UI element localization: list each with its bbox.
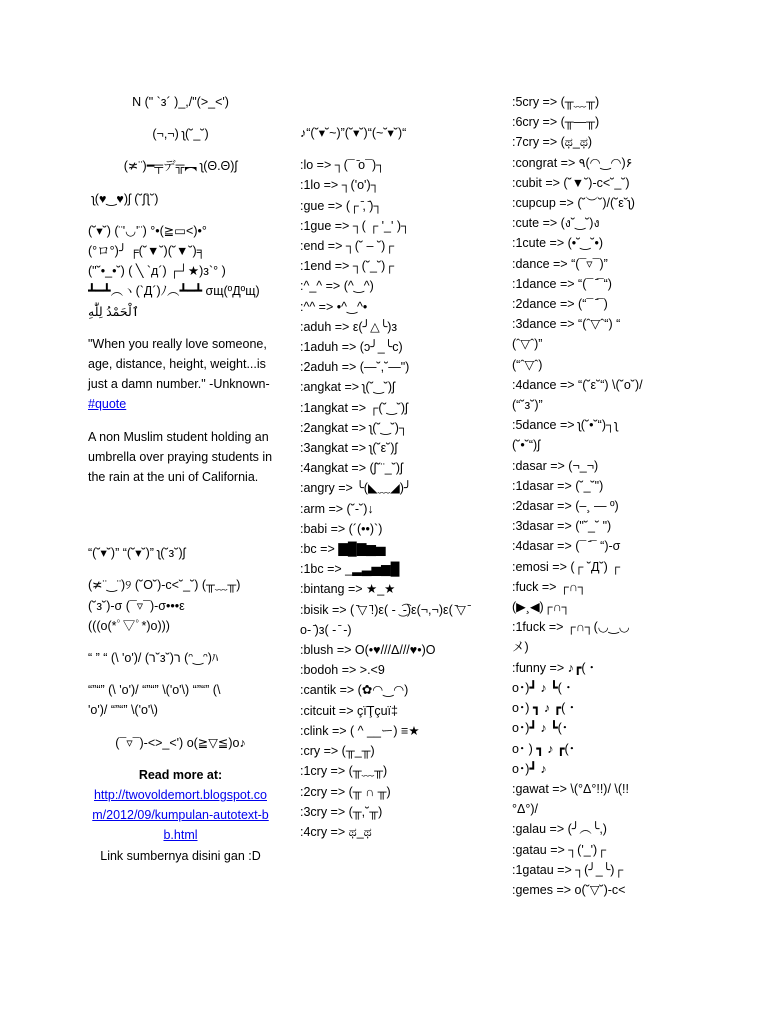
autotext-item: :1cute => (•˘‿˘•) <box>512 236 604 251</box>
autotext-list <box>512 92 762 900</box>
autotext-item: :cubit => (˘▼˘)-c<˘_˘) <box>512 175 630 190</box>
autotext-item: :dasar => (¬_¬) <box>512 458 599 473</box>
emoticon-line: (≭¨‿¨)୨ (˘O˘)-c<˘_˘) (╥﹏╥) <box>88 578 241 593</box>
autotext-item: :2cry => (╥ ∩ ╥) <box>300 784 391 799</box>
autotext-item: :3dasar => ("˘_˘ ") <box>512 519 612 534</box>
emoticon-line: “”“” (\ 'o')/ “”“” \('o'\) “”“” (\ <box>88 683 221 698</box>
emoticon-line: ("˘•_•˘) ( ╲ `д´) ┌┘★)з`° ) <box>88 264 226 279</box>
autotext-item: :3angkat => ʅ(˘ε˘)ʃ <box>300 441 398 456</box>
autotext-item: :blush => O(•♥///Δ///♥•)O <box>300 643 436 658</box>
quote-text: "When you really love someone, age, distance, height, weight...is just a damn number." -Unknown- <box>88 336 270 392</box>
autotext-item: :emosi => (┌ ˘Д˘) ┌ <box>512 559 621 574</box>
autotext-item: (“˘з˘)” <box>512 398 543 413</box>
autotext-item: :end => ┐(˘ – ˘)┌ <box>300 239 395 254</box>
autotext-item: :1fuck => ┌∩┐(◡‿◡ <box>512 620 630 635</box>
emoticon-line: (((o(*ﾟ▽ﾟ*)o))) <box>88 618 170 633</box>
autotext-item: :angkat => ʅ(˘‿˘)ʃ <box>300 380 395 395</box>
autotext-item: :1end => ┐(˘_˘)┌ <box>300 259 395 274</box>
emoticon-block-bottom <box>88 543 273 753</box>
autotext-item: :4angkat => (ʃ˘¨_˘)ʃ <box>300 461 403 476</box>
autotext-item: :1bc => _▂▃▅▆█ <box>300 562 400 577</box>
emoticon-line: “(˘▾˘)” “(˘▾˘)” ʅ(˘з˘)ʃ <box>88 546 186 561</box>
emoticon-line: N (" `з´ )_,/"(>_<') <box>132 95 229 109</box>
autotext-item: :4cry => ಥ_ಥ <box>300 824 372 839</box>
emoticon-line: (˘з˘)-σ (¯▿¯)-σ•••ε <box>88 598 185 613</box>
autotext-item: :2aduh => (—˘,˘—") <box>300 360 410 375</box>
autotext-item: :^^ => •^‿^• <box>300 299 368 314</box>
emoticon-line: ٱلْحَمْدُ لِلَّٰهِ <box>88 304 140 319</box>
autotext-item: :aduh => ε(╯△╰)з <box>300 319 398 334</box>
emoticon-line: (≭¨)━╤デ╦︻ ʅ(Θ.Θ)ʃ <box>123 159 238 174</box>
autotext-item: :bodoh => >.<9 <box>300 663 385 678</box>
autotext-item: :funny => ♪┏(・ <box>512 660 599 675</box>
autotext-item: :gawat => \(°Δ°!!)/ \(!! <box>512 781 629 796</box>
autotext-item: :bintang => ★_★ <box>300 582 396 597</box>
autotext-item: o･) ┓ ♪ ┏( ･ <box>512 701 575 716</box>
emoticon-line: (¯▿¯)-<>_<') o(≧▽≦)o♪ <box>115 735 246 750</box>
read-more-link[interactable]: http://twovoldemort.blogspot.com/2012/09/kumpulan-autotext-bb.html <box>92 788 269 843</box>
caption-text: A non Muslim student holding an umbrella over praying students in the rain at the uni of California. <box>88 429 273 485</box>
autotext-item: :galau => (╯︵╰,) <box>512 822 607 837</box>
middle-column <box>300 123 500 842</box>
left-column <box>88 0 273 866</box>
autotext-item: :1angkat => ┌(˘‿˘)ʃ <box>300 400 408 415</box>
autotext-item: :1gue => ┐( ┌ '_' )┐ <box>300 218 410 233</box>
autotext-item: :babi => (´(••)`) <box>300 521 383 536</box>
quote-paragraph <box>88 334 273 415</box>
autotext-item: °Δ°)/ <box>512 802 538 817</box>
autotext-item: :arm => (˘-˘)↓ <box>300 501 374 516</box>
emoticon-block-top <box>88 92 273 322</box>
autotext-item: (“ˆ▽ˆ) <box>512 357 543 372</box>
autotext-item: :2dance => (“¯ ̄¯) <box>512 297 608 312</box>
autotext-item: :cry => (╥_╥) <box>300 744 375 759</box>
emoticon-line: “ ” “ (\ 'o')/ (ﬧ˘з˘)ﬧ (ᵔ‿ᵔ)ﾊ <box>88 651 219 666</box>
autotext-list <box>300 155 500 842</box>
autotext-item: :cupcup => (˘︶˘)/(˘ε˘ʅ) <box>512 196 635 211</box>
autotext-item: :3cry => (╥,˘╥) <box>300 804 383 819</box>
autotext-item: :lo => ┐(¯ ̄o¯)┐ <box>300 158 386 173</box>
emoticon-line: ┻━┻︵ヽ(`Д´)ﾉ︵┻━┻ σщ(ºДºщ) <box>88 284 260 299</box>
autotext-item: :5dance => ʅ(˘•˘“)┐ʅ <box>512 418 618 433</box>
read-more-block <box>88 765 273 866</box>
autotext-item: :5cry => (╥﹏╥) <box>512 95 600 109</box>
caption-paragraph <box>88 427 273 488</box>
autotext-item: :1cry => (╥﹏╥) <box>300 764 388 779</box>
read-more-label: Read more at: <box>138 767 223 782</box>
emoticon-line: (°ロ°)╯ ╒(˘▼˘)(˘▼˘)╕ <box>88 244 206 259</box>
autotext-item: o･)┛ ♪ <box>512 761 547 776</box>
autotext-item: :bisik => ( ̄▽ ̄!)ε( - ͜ ͡-)ε(¬,¬)ε( ̄▽ ̄ <box>300 602 470 617</box>
autotext-item: :dance => “(¯▿¯)” <box>512 256 608 271</box>
autotext-item: o･ ) ┓ ♪ ┏(･ <box>512 741 575 756</box>
autotext-item: :7cry => (ಥ_ಥ) <box>512 135 593 150</box>
autotext-item: :3dance => “(ˆ▽ˆ“) “ <box>512 317 621 332</box>
autotext-item: :gue => (┌ ̄, ̄)┐ <box>300 198 383 213</box>
autotext-item: :1dance => “(¯ ̄¯“) <box>512 276 612 291</box>
autotext-item: :cantik => (✿◠‿◠) <box>300 683 409 698</box>
autotext-item: o- ̄)з( - ̄ -) <box>300 622 352 637</box>
autotext-item: :2angkat => ʅ(˘‿˘)┐ <box>300 420 408 435</box>
autotext-item: :cute => (ง˘‿˘)ง <box>512 216 600 231</box>
autotext-item: :1gatau => ┐(╯_╰)┌ <box>512 862 624 877</box>
middle-header: ♪“(˘▾˘~)”(˘▾˘)“(~˘▾˘)“ <box>300 126 407 140</box>
autotext-item: (ˆ▽ˆ)” <box>512 337 543 352</box>
autotext-item: o･)┛ ♪ ┗(･ <box>512 721 569 736</box>
emoticon-line: 'o')/ “”“” \('o'\) <box>88 703 158 718</box>
autotext-item: :gatau => ┐('_')┌ <box>512 842 607 857</box>
autotext-item: :fuck => ┌∩┐ <box>512 579 587 594</box>
autotext-item: :1aduh => (ɔ╯_╰c) <box>300 340 403 355</box>
emoticon-line: (˘▾˘) (¨'◡'¨) °•(≧▭<)•° <box>88 223 207 238</box>
autotext-item: o･)┛ ♪ ┗( ･ <box>512 680 572 695</box>
source-note: Link sumbernya disini gan :D <box>100 848 261 863</box>
autotext-item: :citcuit => çïŢçuï‡ <box>300 703 398 718</box>
autotext-item: :6cry => (╥—╥) <box>512 115 600 130</box>
autotext-item: メ) <box>512 640 529 655</box>
autotext-item: :^_^ => (^‿^) <box>300 279 374 294</box>
autotext-item: :angry => ╰(◣﹏◢)╯ <box>300 481 412 496</box>
autotext-item: (▶¸◀)┌∩┐ <box>512 600 571 615</box>
quote-hashtag-link[interactable]: #quote <box>88 397 127 412</box>
autotext-item: :4dasar => (¯ ̄¯ “)-σ <box>512 539 621 554</box>
autotext-item: :bc => ▇█▇▆▅ <box>300 542 386 557</box>
autotext-item: :4dance => “(˘ε˘“) \(˘o˘)/ <box>512 377 643 392</box>
autotext-item: :2dasar => (–¸ — º) <box>512 499 619 514</box>
emoticon-line: ʅ(♥‿♥)ʃ (˘ʃƪ˘) <box>92 191 159 206</box>
autotext-item: :gemes => o(˘▽˘)-c< <box>512 882 626 897</box>
right-column <box>512 92 762 900</box>
autotext-item: :1dasar => (˘_˘") <box>512 478 604 493</box>
autotext-item: :1lo => ┐('o')┐ <box>300 178 380 193</box>
autotext-item: :congrat => ٩(◠‿◠)۶ <box>512 155 633 170</box>
emoticon-line: (¬,¬) ʅ(˘_˘) <box>152 127 209 142</box>
autotext-item: (˘•˘“)ʃ <box>512 438 540 453</box>
autotext-item: :clink => ( ^ __ー) ≡★ <box>300 723 420 738</box>
